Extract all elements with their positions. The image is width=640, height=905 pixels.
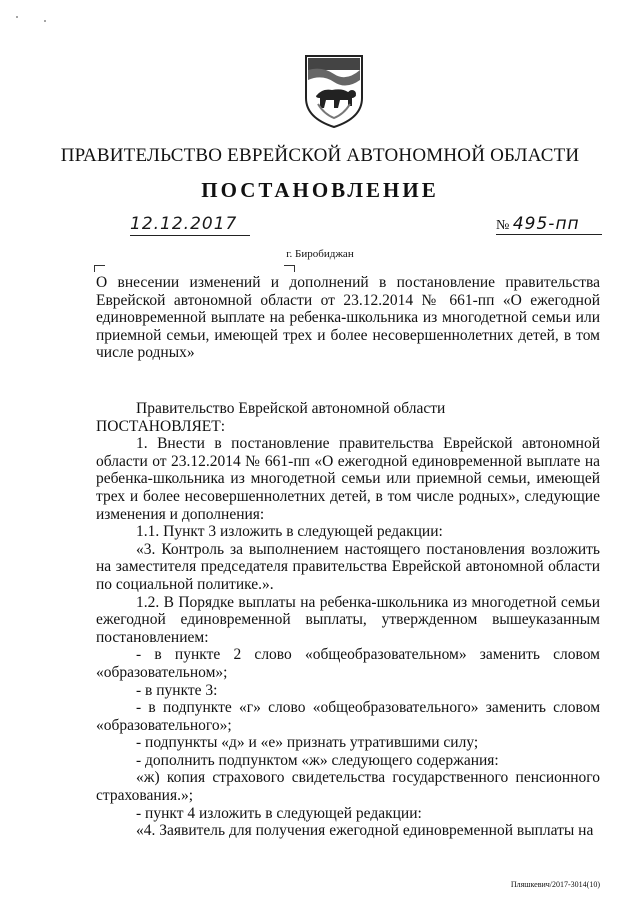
scan-speck [44,20,46,22]
body-paragraph: - в пункте 3: [136,681,218,699]
handwritten-number: 495-пп [512,214,580,234]
government-name: ПРАВИТЕЛЬСТВО ЕВРЕЙСКОЙ АВТОНОМНОЙ ОБЛАСТИ [60,145,580,166]
body-paragraph: «ж) копия страхового свидетельства государственного пенсионного страхования.»; [96,769,600,805]
city-name: г. Биробиджан [286,248,354,260]
document-type: ПОСТАНОВЛЕНИЕ [201,178,439,202]
body-paragraph: - в пункте 2 слово «общеобразовательном» заменить словом «образовательном»; [96,646,600,681]
footer-code: Пляшкевич/2017-3014(10) [510,880,600,889]
document-title-text: О внесении изменений и дополнений в постановление правительства Еврейской автономной области от 23.12.2014 № 661-пп «О ежегодной единовременной выплате на ребенка-школьника из многодетной семьи или приемной семьи, имеющей трех и более несовершеннолетних детей, в том числе родных» [96,274,600,362]
body-paragraph: - в подпункте «г» слово «общеобразовательного» заменить словом «образовательного»; [96,699,600,734]
title-corner-left [94,265,105,272]
number-sign: № [496,218,510,233]
body-paragraph: 1. Внести в постановление правительства Еврейской автономной области от 23.12.2014 № 661-пп «О ежегодной единовременной выплате на ребенка-школьника из многодетной семьи или приемной семьи, имеющей трех и более несовершеннолетних детей, в том числе родных», следующие изменения и дополнения: [96,435,600,523]
body-paragraph: «4. Заявитель для получения ежегодной единовременной выплаты на [136,822,594,840]
document-body [96,400,600,840]
document-title [96,274,600,362]
body-paragraph: - подпункты «д» и «е» признать утратившими силу; [136,734,479,752]
body-paragraph: 1.2. В Порядке выплаты на ребенка-школьника из многодетной семьи ежегодной единовременной выплаты, утвержденном вышеуказанным постановлением: [96,593,600,646]
handwritten-date: 12.12.2017 [130,214,250,236]
body-paragraph: Правительство Еврейской автономной области [136,400,446,417]
scan-speck [16,16,18,18]
body-paragraph: 1.1. Пункт 3 изложить в следующей редакции: [136,523,443,541]
body-paragraph: «3. Контроль за выполнением настоящего постановления возложить на заместителя председателя правительства Еврейской автономной области по социальной политике.». [96,540,600,593]
coat-of-arms-emblem [302,52,366,130]
document-number [496,214,602,235]
body-paragraph: ПОСТАНОВЛЯЕТ: [96,417,226,435]
body-paragraph: - пункт 4 изложить в следующей редакции: [136,804,422,822]
title-corner-right [284,265,295,272]
body-paragraph: - дополнить подпунктом «ж» следующего содержания: [136,751,499,769]
